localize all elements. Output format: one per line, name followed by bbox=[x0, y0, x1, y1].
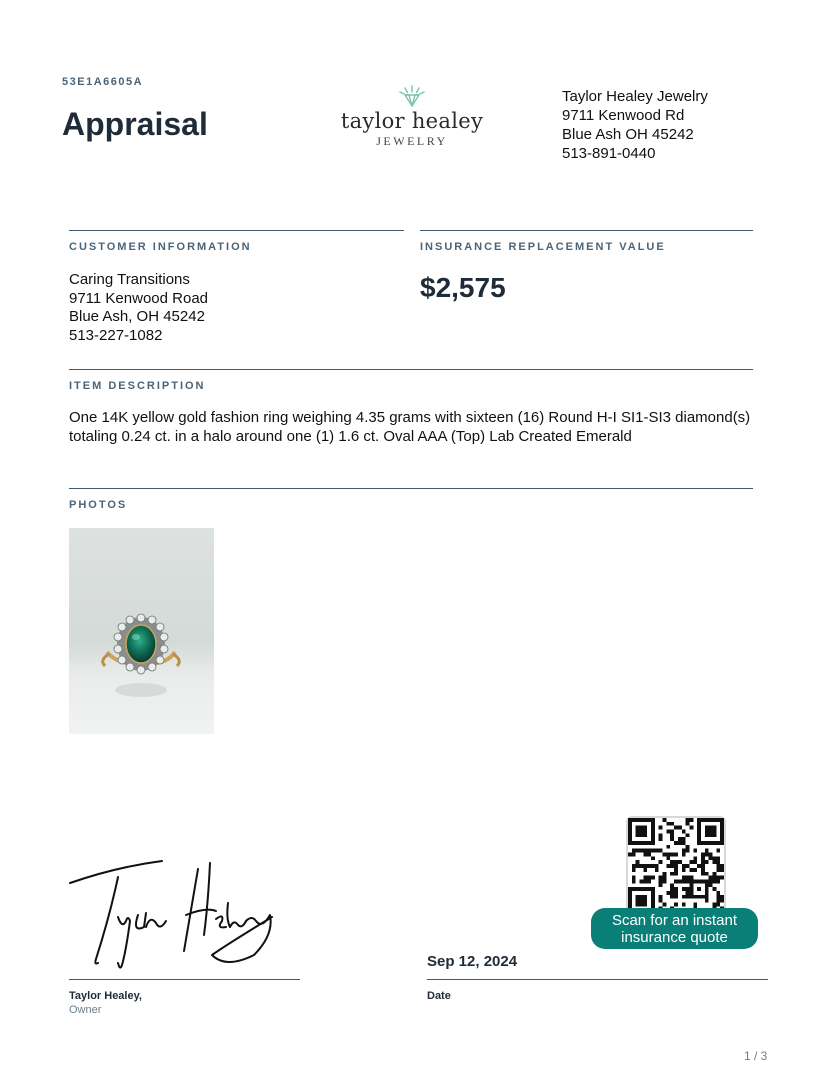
photos-divider bbox=[69, 488, 753, 489]
qr-button-line2: insurance quote bbox=[621, 928, 728, 946]
diamond-crown-icon bbox=[396, 84, 428, 108]
document-reference-id: 53E1A6605A bbox=[62, 76, 144, 88]
owner-signature bbox=[66, 855, 286, 975]
qr-code[interactable] bbox=[626, 816, 726, 916]
item-description: One 14K yellow gold fashion ring weighing 4.35 grams with sixteen (16) Round H-I SI1-SI3 diamond(s) totaling 0.24 ct. in a halo around one (1) 1.6 ct. Oval AAA (Top) Lab Created Emerald bbox=[69, 409, 751, 445]
insurance-divider bbox=[420, 230, 753, 231]
signer-name: Taylor Healey, bbox=[69, 990, 142, 1002]
date-line bbox=[427, 979, 768, 980]
date-label: Date bbox=[427, 990, 451, 1002]
appraisal-date: Sep 12, 2024 bbox=[427, 953, 518, 970]
company-address-line1: 9711 Kenwood Rd bbox=[562, 107, 685, 124]
company-address-line2: Blue Ash OH 45242 bbox=[562, 126, 694, 143]
item-heading: ITEM DESCRIPTION bbox=[69, 380, 206, 392]
signer-role: Owner bbox=[69, 1004, 102, 1016]
customer-info bbox=[69, 271, 208, 345]
logo-brand-text: taylor healey bbox=[340, 109, 484, 133]
qr-button-line1: Scan for an instant bbox=[611, 911, 738, 929]
signature-line bbox=[69, 979, 300, 980]
qr-code-icon bbox=[628, 818, 724, 914]
insurance-quote-button[interactable] bbox=[591, 908, 758, 949]
insurance-heading: INSURANCE REPLACEMENT VALUE bbox=[420, 241, 666, 253]
customer-address-line1: 9711 Kenwood Road bbox=[69, 289, 208, 307]
ring-photo bbox=[69, 528, 214, 734]
customer-phone: 513-227-1082 bbox=[69, 326, 163, 344]
item-divider bbox=[69, 369, 753, 370]
photos-heading: PHOTOS bbox=[69, 499, 128, 511]
company-info bbox=[562, 87, 708, 163]
page-title: Appraisal bbox=[62, 106, 208, 142]
customer-name: Caring Transitions bbox=[69, 271, 190, 288]
insurance-value: $2,575 bbox=[420, 272, 506, 303]
customer-heading: CUSTOMER INFORMATION bbox=[69, 241, 252, 253]
company-name: Taylor Healey Jewelry bbox=[562, 88, 708, 105]
customer-address-line2: Blue Ash, OH 45242 bbox=[69, 308, 205, 325]
emerald-ring-image bbox=[69, 528, 214, 734]
company-logo bbox=[332, 84, 492, 158]
company-phone: 513-891-0440 bbox=[562, 145, 656, 162]
page-number: 1 / 3 bbox=[744, 1049, 768, 1063]
customer-divider bbox=[69, 230, 404, 231]
logo-sub-text: JEWELRY bbox=[376, 134, 448, 148]
